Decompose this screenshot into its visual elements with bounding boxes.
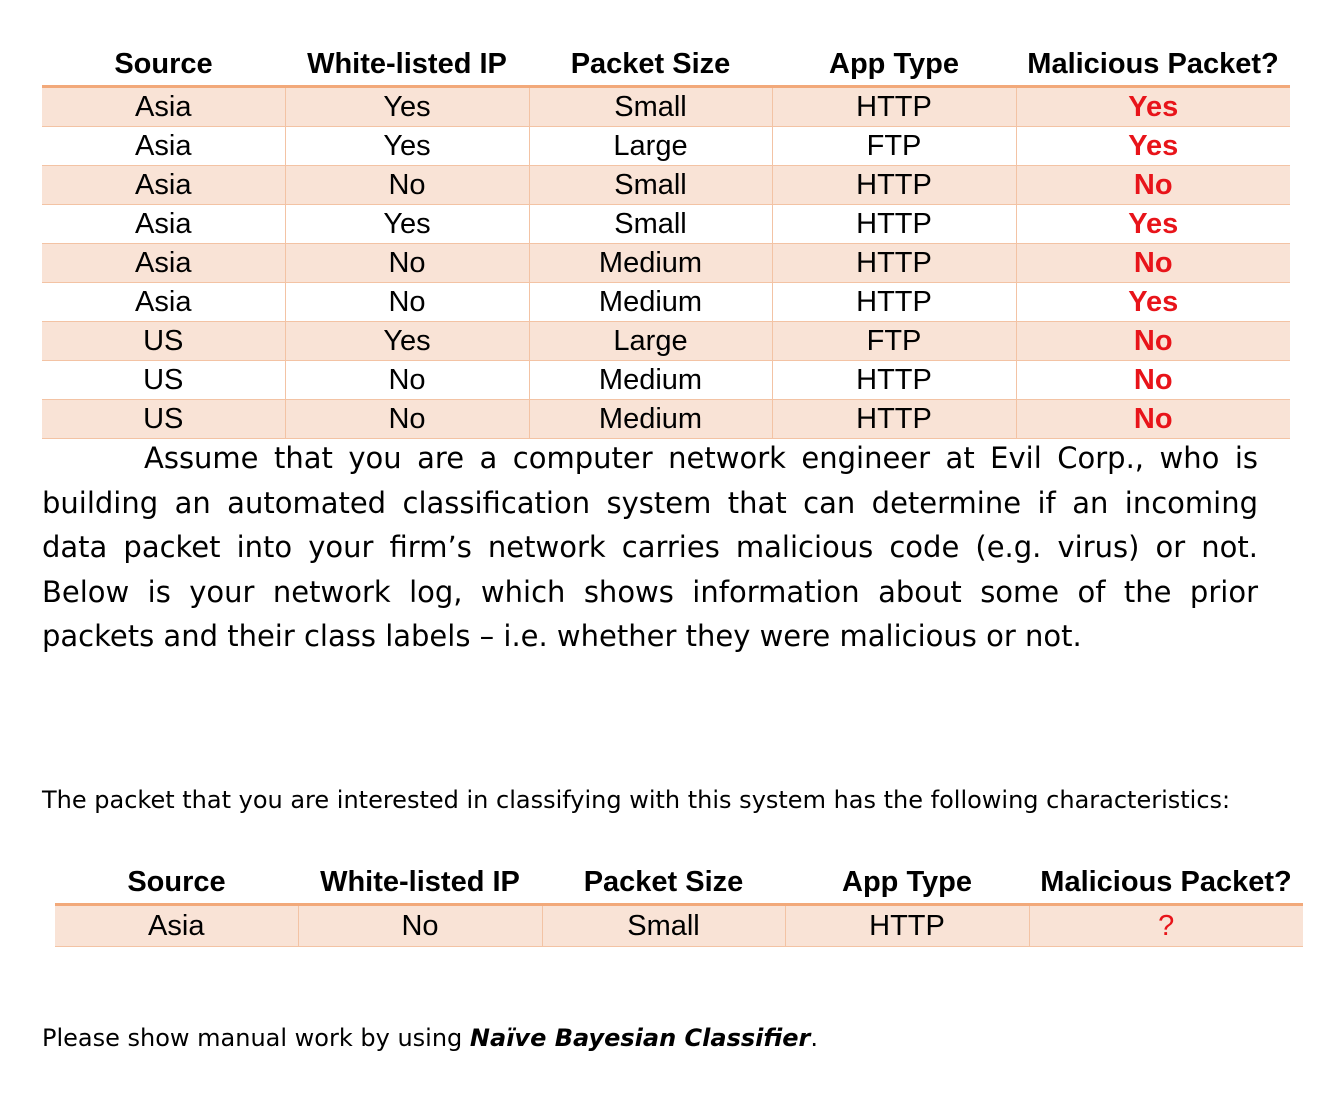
cell-white-listed-ip: Yes: [285, 127, 529, 166]
instruction-text: [42, 1022, 818, 1054]
table-row: [42, 361, 1290, 400]
cell-app-type: FTP: [772, 127, 1016, 166]
cell-app-type: HTTP: [772, 244, 1016, 283]
cell-app-type: HTTP: [772, 166, 1016, 205]
header-source: Source: [42, 44, 285, 87]
table-row: [42, 322, 1290, 361]
cell-white-listed-ip: Yes: [285, 87, 529, 127]
cell-source: Asia: [42, 87, 285, 127]
header-white-listed-ip: White-listed IP: [285, 44, 529, 87]
header-malicious-packet: Malicious Packet?: [1016, 44, 1290, 87]
cell-app-type: HTTP: [772, 205, 1016, 244]
cell-app-type: HTTP: [772, 87, 1016, 127]
cell-white-listed-ip: No: [285, 283, 529, 322]
cell-packet-size: Small: [529, 166, 772, 205]
cell-source: Asia: [42, 127, 285, 166]
cell-source: US: [42, 400, 285, 439]
cell-packet-size: Large: [529, 322, 772, 361]
cell-white-listed-ip: Yes: [285, 205, 529, 244]
table-row: [42, 205, 1290, 244]
cell-app-type: HTTP: [772, 361, 1016, 400]
cell-white-listed-ip: No: [285, 244, 529, 283]
header-malicious-packet: Malicious Packet?: [1029, 862, 1303, 905]
header-app-type: App Type: [772, 44, 1016, 87]
header-packet-size: Packet Size: [529, 44, 772, 87]
log-header-row: [42, 44, 1290, 87]
table-row: [42, 87, 1290, 127]
cell-malicious-label: No: [1016, 244, 1290, 283]
cell-malicious-label: Yes: [1016, 205, 1290, 244]
cell-malicious-unknown: ?: [1029, 905, 1303, 947]
cell-source: Asia: [42, 166, 285, 205]
cell-packet-size: Small: [529, 87, 772, 127]
cell-malicious-label: No: [1016, 400, 1290, 439]
header-source: Source: [55, 862, 298, 905]
cell-malicious-label: Yes: [1016, 127, 1290, 166]
cell-packet-size: Large: [529, 127, 772, 166]
cell-app-type: FTP: [772, 322, 1016, 361]
header-app-type: App Type: [785, 862, 1029, 905]
cell-source: Asia: [42, 244, 285, 283]
cell-app-type: HTTP: [785, 905, 1029, 947]
cell-malicious-label: Yes: [1016, 283, 1290, 322]
instruction-prefix: Please show manual work by using: [42, 1024, 470, 1052]
instruction-emphasis: Naïve Bayesian Classifier: [469, 1024, 811, 1052]
header-packet-size: Packet Size: [542, 862, 785, 905]
header-white-listed-ip: White-listed IP: [298, 862, 542, 905]
cell-malicious-label: No: [1016, 322, 1290, 361]
cell-source: Asia: [42, 283, 285, 322]
cell-packet-size: Small: [529, 205, 772, 244]
cell-packet-size: Medium: [529, 244, 772, 283]
cell-malicious-label: No: [1016, 166, 1290, 205]
cell-packet-size: Medium: [529, 400, 772, 439]
intro-paragraph: Assume that you are a computer network engineer at Evil Corp., who is building an automated classification system that can determine if an incoming data packet into your firm’s network carries malicious code (e.g. virus) or not. Below is your network log, which shows information about some of the prior packets and their class labels – i.e. whether they were malicious or not.: [42, 441, 1258, 653]
cell-malicious-label: Yes: [1016, 87, 1290, 127]
query-packet-table: [55, 862, 1303, 947]
table-row: [42, 400, 1290, 439]
table-row: [42, 283, 1290, 322]
cell-white-listed-ip: Yes: [285, 322, 529, 361]
network-log-table: [42, 44, 1290, 439]
instruction-suffix: .: [810, 1024, 819, 1052]
cell-packet-size: Medium: [529, 283, 772, 322]
table-row: [55, 905, 1303, 947]
question-text: The packet that you are interested in classifying with this system has the following characteristics:: [42, 786, 1231, 814]
cell-white-listed-ip: No: [285, 400, 529, 439]
cell-source: US: [42, 361, 285, 400]
cell-source: Asia: [42, 205, 285, 244]
table-row: [42, 166, 1290, 205]
table-row: [42, 244, 1290, 283]
cell-white-listed-ip: No: [298, 905, 542, 947]
cell-white-listed-ip: No: [285, 166, 529, 205]
cell-source: Asia: [55, 905, 298, 947]
cell-packet-size: Medium: [529, 361, 772, 400]
table-row: [42, 127, 1290, 166]
cell-white-listed-ip: No: [285, 361, 529, 400]
cell-packet-size: Small: [542, 905, 785, 947]
cell-app-type: HTTP: [772, 283, 1016, 322]
cell-app-type: HTTP: [772, 400, 1016, 439]
cell-malicious-label: No: [1016, 361, 1290, 400]
cell-source: US: [42, 322, 285, 361]
query-header-row: [55, 862, 1303, 905]
